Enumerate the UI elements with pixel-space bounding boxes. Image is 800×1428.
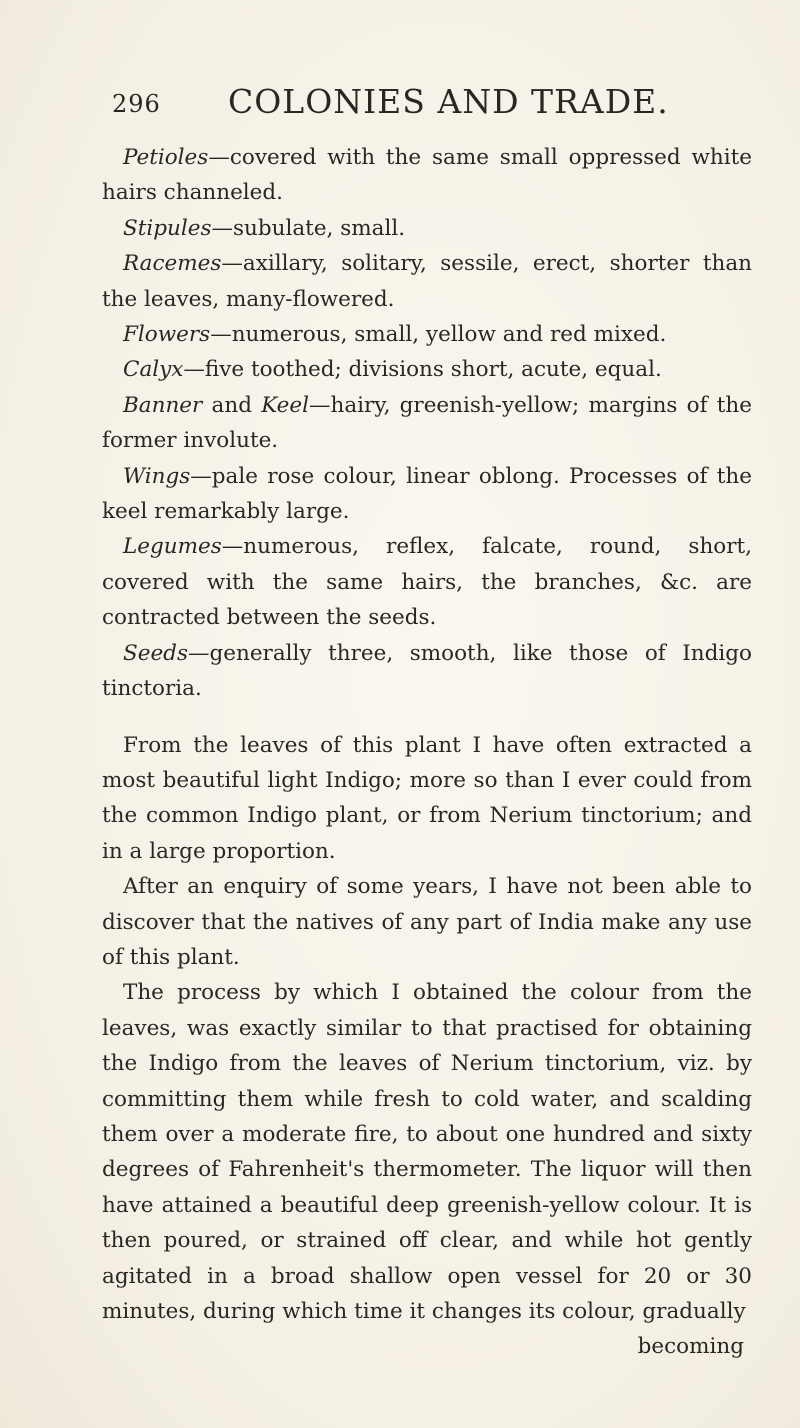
entry-conjunction: and bbox=[202, 392, 262, 418]
entry-text: —numerous, reflex, falcate, round, short, covered with the same hairs, the branches, &c. are contracted between the seeds. bbox=[102, 534, 752, 631]
entry-text: —generally three, smooth, like those of Indigo tinctoria. bbox=[102, 640, 752, 702]
paragraph-gap bbox=[102, 707, 752, 728]
page-number: 296 bbox=[112, 90, 161, 118]
entry-term: Racemes bbox=[123, 251, 222, 277]
catchword: becoming bbox=[637, 1334, 744, 1360]
paragraph-process: The process by which I obtained the colour from the leaves, was exactly similar to that practised for obtaining the Indigo from the leaves of Nerium tinctorium, viz. by committing them while fresh to cold water, and scalding them over a moderate fire, to about one hundred and sixty degrees of Fahrenheit's thermometer. The liquor will then have attained a beautiful deep greenish-yellow colour. It is then poured, or strained off clear, and while hot gently agitated in a broad shallow open vessel for 20 or 30 minutes, during which time it changes its colour, gradually bbox=[102, 980, 752, 1324]
entry-text: —five toothed; divisions short, acute, equal. bbox=[183, 357, 662, 383]
entry-term: Legumes bbox=[123, 534, 222, 560]
description-entry-stipules bbox=[102, 211, 752, 246]
paragraph-enquiry: After an enquiry of some years, I have not been able to discover that the natives of any part of India make any use of this plant. bbox=[102, 874, 752, 970]
description-entry-legumes bbox=[102, 529, 752, 635]
entry-term: Banner bbox=[123, 392, 203, 418]
paragraph-extraction: From the leaves of this plant I have often extracted a most beautiful light Indigo; more so than I ever could from the common Indigo plant, or from Nerium tinctorium; and in a large proportion. bbox=[102, 732, 752, 864]
description-entry-racemes bbox=[102, 246, 752, 317]
entry-term: Petioles bbox=[123, 145, 209, 170]
description-entry-wings bbox=[102, 459, 752, 530]
running-head: COLONIES AND TRADE. bbox=[228, 82, 669, 121]
entry-text: —hairy, greenish-yellow; margins of the former involute. bbox=[102, 392, 752, 454]
page-header bbox=[112, 82, 752, 122]
description-entry-flowers bbox=[102, 317, 752, 352]
entry-term: Flowers bbox=[123, 322, 211, 348]
description-entry-seeds bbox=[102, 636, 752, 707]
entry-text: —covered with the same small oppressed white hairs channeled. bbox=[102, 145, 752, 206]
description-entry-banner-keel bbox=[102, 388, 752, 459]
entry-text: —numerous, small, yellow and red mixed. bbox=[210, 322, 667, 348]
entry-text: —axillary, solitary, sessile, erect, shorter than the leaves, many-flowered. bbox=[102, 251, 752, 312]
entry-term: Seeds bbox=[123, 640, 188, 666]
entry-text: —subulate, small. bbox=[211, 215, 406, 241]
entry-term: Calyx bbox=[123, 357, 184, 383]
body-text bbox=[102, 140, 752, 1365]
entry-term: Stipules bbox=[123, 215, 212, 241]
entry-text: —pale rose colour, linear oblong. Processes of the keel remarkably large. bbox=[102, 463, 752, 525]
entry-term: Wings bbox=[123, 463, 191, 489]
description-entry-calyx bbox=[102, 352, 752, 387]
description-entry-petioles bbox=[102, 140, 752, 211]
entry-term-second: Keel bbox=[261, 392, 309, 418]
